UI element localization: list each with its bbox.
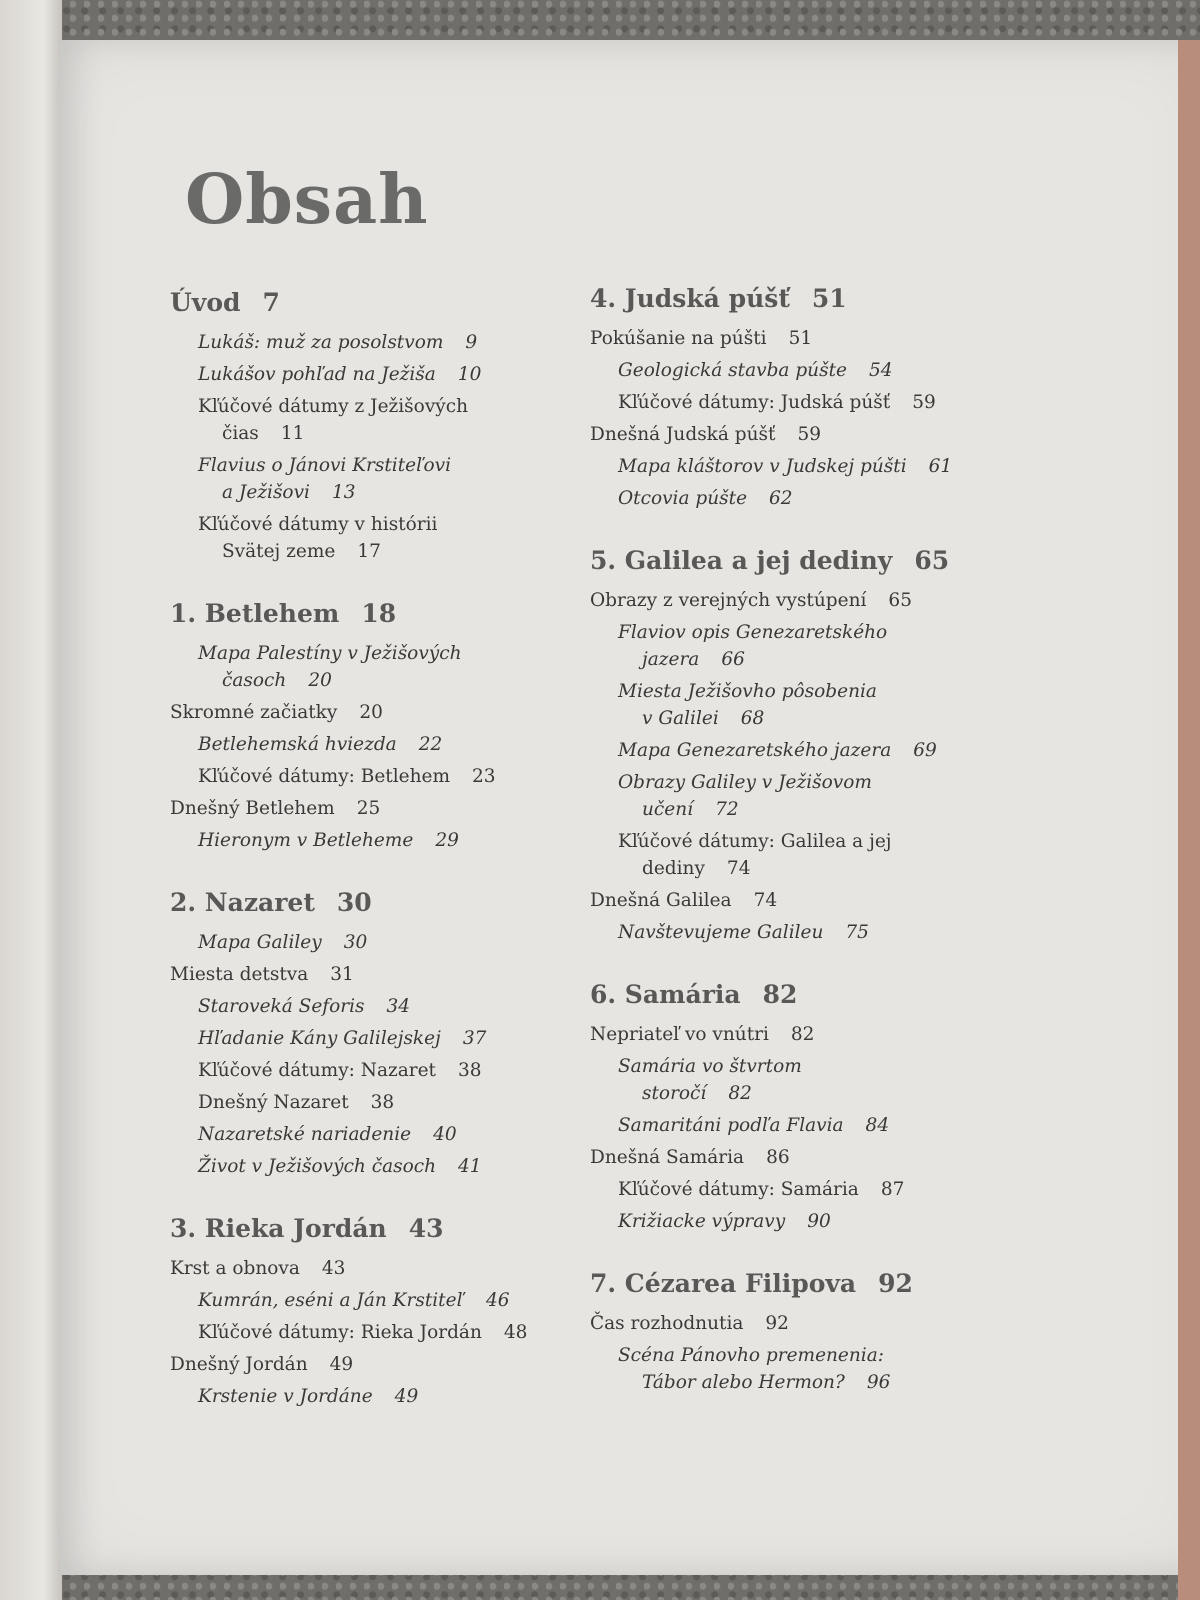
entry-text: Život v Ježišových časoch <box>198 1156 437 1177</box>
entry-text: Križiacke výpravy <box>618 1211 786 1232</box>
entry-text: Kľúčové dátumy: Galilea a jej <box>618 831 892 852</box>
toc-subentry <box>590 453 1010 480</box>
entry-text: Obrazy Galiley v Ježišovom <box>618 772 872 793</box>
entry-text: Nazaretské nariadenie <box>198 1124 412 1145</box>
chapter-page-number: 43 <box>408 1214 444 1243</box>
entry-page-number: 61 <box>928 456 953 477</box>
entry-page-number: 86 <box>766 1147 790 1168</box>
entry-text: Pokúšanie na púšti <box>590 328 767 349</box>
entry-text: časoch 20 <box>222 670 332 691</box>
toc-subentry <box>170 1287 570 1314</box>
toc-subentry <box>170 1319 570 1346</box>
chapter-page-number: 51 <box>811 284 847 313</box>
chapter-title: Úvod <box>170 288 241 317</box>
entry-text: čias 11 <box>222 423 305 444</box>
chapter-title: 3. Rieka Jordán <box>170 1214 387 1243</box>
toc-subentry <box>170 827 570 854</box>
entry-text: v Galilei 68 <box>642 708 765 729</box>
entry-text: Staroveká Seforis <box>198 996 365 1017</box>
entry-text: Dnešný Jordán <box>170 1354 308 1375</box>
entry-text: Čas rozhodnutia <box>590 1313 744 1334</box>
toc-subentry <box>170 329 570 356</box>
chapter-title: 2. Nazaret <box>170 888 315 917</box>
entry-text: Krstenie v Jordáne <box>198 1386 373 1407</box>
toc-subentry <box>170 1121 570 1148</box>
toc-subentry <box>170 1025 570 1052</box>
toc-chapter-heading <box>170 1214 570 1243</box>
entry-text: Kľúčové dátumy: Rieka Jordán <box>198 1322 482 1343</box>
entry-text: Geologická stavba púšte <box>618 360 847 381</box>
book-cover-edge <box>1178 40 1200 1600</box>
entry-text: Flavius o Jánovi Krstiteľovi <box>198 455 452 476</box>
toc-section-entry <box>170 1255 570 1282</box>
toc-section-entry <box>170 699 570 726</box>
entry-text: Mapa Galiley <box>198 932 322 953</box>
entry-text: Dnešný Nazaret <box>198 1092 349 1113</box>
entry-page-number: 29 <box>435 830 459 851</box>
entry-page-number: 82 <box>728 1083 752 1104</box>
entry-text: Svätej zeme 17 <box>222 541 381 562</box>
chapter-page-number: 65 <box>914 546 950 575</box>
entry-page-number: 49 <box>394 1386 419 1407</box>
entry-page-number: 37 <box>462 1028 487 1049</box>
toc-subentry <box>170 1153 570 1180</box>
entry-text: storočí 82 <box>642 1083 752 1104</box>
toc-chapter-heading <box>590 546 1010 575</box>
entry-text: Dnešná Galilea <box>590 890 732 911</box>
entry-text: Mapa Palestíny v Ježišových <box>198 643 462 664</box>
toc-subentry <box>590 619 1010 673</box>
entry-page-number: 59 <box>797 424 822 445</box>
entry-text: Kľúčové dátumy: Samária <box>618 1179 859 1200</box>
entry-text: Kumrán, eséni a Ján Krstiteľ <box>198 1290 464 1311</box>
toc-subentry <box>170 511 570 565</box>
entry-page-number: 87 <box>880 1179 905 1200</box>
entry-page-number: 9 <box>465 332 478 353</box>
entry-page-number: 74 <box>726 858 751 879</box>
toc-chapter-heading <box>590 1269 1010 1298</box>
entry-page-number: 74 <box>753 890 778 911</box>
chapter-page-number: 92 <box>878 1269 913 1298</box>
entry-text: Miesta detstva <box>170 964 309 985</box>
chapter-page-number: 82 <box>762 980 798 1009</box>
entry-text: Mapa Genezaretského jazera <box>618 740 892 761</box>
entry-text: Mapa kláštorov v Judskej púšti <box>618 456 907 477</box>
toc-chapter-heading <box>590 284 1010 313</box>
toc-subentry <box>170 361 570 388</box>
entry-page-number: 84 <box>865 1115 890 1136</box>
toc-subentry <box>590 1342 1010 1396</box>
toc-section-entry <box>590 325 1010 352</box>
entry-page-number: 69 <box>913 740 937 761</box>
entry-page-number: 31 <box>330 964 354 985</box>
left-page-edge <box>0 0 62 1600</box>
chapter-page-number: 30 <box>336 888 372 917</box>
entry-page-number: 49 <box>329 1354 354 1375</box>
toc-section-entry <box>590 1021 1010 1048</box>
toc-subentry <box>170 1383 570 1410</box>
entry-page-number: 72 <box>715 799 739 820</box>
toc-right-column <box>590 284 1010 1401</box>
entry-text: Hieronym v Betleheme <box>198 830 414 851</box>
entry-text: Dnešná Samária <box>590 1147 745 1168</box>
entry-page-number: 11 <box>280 423 305 444</box>
toc-section-entry <box>590 1310 1010 1337</box>
entry-text: Samária vo štvrtom <box>618 1056 802 1077</box>
toc-chapter-heading <box>590 980 1010 1009</box>
entry-page-number: 92 <box>765 1313 789 1334</box>
entry-text: učení 72 <box>642 799 739 820</box>
entry-page-number: 48 <box>503 1322 528 1343</box>
entry-page-number: 54 <box>868 360 893 381</box>
entry-text: a Ježišovi 13 <box>222 482 356 503</box>
entry-page-number: 90 <box>807 1211 831 1232</box>
entry-page-number: 23 <box>472 766 496 787</box>
entry-text: Flaviov opis Genezaretského <box>618 622 888 643</box>
chapter-title: 1. Betlehem <box>170 599 340 628</box>
entry-page-number: 34 <box>386 996 411 1017</box>
entry-text: Lukášov pohľad na Ježiša <box>198 364 436 385</box>
toc-subentry <box>170 640 570 694</box>
entry-page-number: 40 <box>433 1124 457 1145</box>
toc-subentry <box>590 1053 1010 1107</box>
toc-chapter-heading <box>170 888 570 917</box>
entry-text: Skromné začiatky <box>170 702 338 723</box>
entry-page-number: 22 <box>418 734 443 755</box>
entry-text: Scéna Pánovho premenenia: <box>618 1345 884 1366</box>
entry-text: Kľúčové dátumy: Nazaret <box>198 1060 436 1081</box>
toc-subentry <box>590 485 1010 512</box>
entry-page-number: 20 <box>308 670 332 691</box>
chapter-page-number: 18 <box>361 599 397 628</box>
toc-subentry <box>590 1112 1010 1139</box>
chapter-title: 4. Judská púšť <box>590 284 790 313</box>
entry-page-number: 10 <box>457 364 482 385</box>
toc-subentry <box>590 919 1010 946</box>
toc-subentry <box>590 769 1010 823</box>
entry-text: Kľúčové dátumy: Judská púšť <box>618 392 891 413</box>
entry-text: Betlehemská hviezda <box>198 734 397 755</box>
entry-text: Navštevujeme Galileu <box>618 922 824 943</box>
entry-page-number: 25 <box>356 798 381 819</box>
toc-subentry <box>170 929 570 956</box>
entry-text: Samaritáni podľa Flavia <box>618 1115 844 1136</box>
toc-chapter-heading <box>170 288 570 317</box>
entry-page-number: 59 <box>912 392 936 413</box>
chapter-title: 6. Samária <box>590 980 741 1009</box>
page-title: Obsah <box>185 160 429 240</box>
entry-text: Hľadanie Kány Galilejskej <box>198 1028 441 1049</box>
entry-text: Obrazy z verejných vystúpení <box>590 590 867 611</box>
entry-text: Krst a obnova <box>170 1258 300 1279</box>
toc-subentry <box>170 393 570 447</box>
entry-text: Lukáš: muž za posolstvom <box>198 332 444 353</box>
toc-subentry <box>590 1176 1010 1203</box>
entry-page-number: 38 <box>457 1060 482 1081</box>
entry-page-number: 75 <box>845 922 869 943</box>
entry-text: jazera 66 <box>642 649 745 670</box>
toc-section-entry <box>170 795 570 822</box>
toc-section-entry <box>170 1351 570 1378</box>
entry-text: Dnešná Judská púšť <box>590 424 776 445</box>
entry-text: Kľúčové dátumy z Ježišových <box>198 396 468 417</box>
toc-subentry <box>170 993 570 1020</box>
chapter-title: 7. Cézarea Filipova <box>590 1269 857 1298</box>
entry-text: Miesta Ježišovho pôsobenia <box>618 681 877 702</box>
toc-subentry <box>590 389 1010 416</box>
toc-subentry <box>590 1208 1010 1235</box>
entry-page-number: 43 <box>321 1258 346 1279</box>
toc-subentry <box>170 1089 570 1116</box>
entry-page-number: 41 <box>458 1156 482 1177</box>
entry-page-number: 68 <box>740 708 765 729</box>
entry-page-number: 96 <box>866 1372 891 1393</box>
toc-chapter-heading <box>170 599 570 628</box>
toc-subentry <box>170 1057 570 1084</box>
entry-page-number: 38 <box>370 1092 395 1113</box>
toc-left-column <box>170 288 570 1415</box>
entry-text: dediny 74 <box>642 858 751 879</box>
toc-section-entry <box>590 421 1010 448</box>
toc-subentry <box>170 452 570 506</box>
toc-section-entry <box>590 587 1010 614</box>
entry-text: Nepriateľ vo vnútri <box>590 1024 769 1045</box>
entry-page-number: 13 <box>331 482 356 503</box>
entry-page-number: 20 <box>359 702 383 723</box>
entry-page-number: 65 <box>888 590 912 611</box>
entry-text: Tábor alebo Hermon? 96 <box>642 1372 891 1393</box>
toc-subentry <box>590 737 1010 764</box>
entry-page-number: 82 <box>790 1024 815 1045</box>
toc-subentry <box>590 828 1010 882</box>
entry-page-number: 66 <box>721 649 745 670</box>
toc-section-entry <box>170 961 570 988</box>
toc-subentry <box>170 763 570 790</box>
entry-text: Otcovia púšte <box>618 488 748 509</box>
entry-page-number: 30 <box>343 932 368 953</box>
entry-page-number: 17 <box>357 541 381 562</box>
toc-section-entry <box>590 887 1010 914</box>
entry-text: Kľúčové dátumy v histórii <box>198 514 438 535</box>
entry-page-number: 51 <box>788 328 813 349</box>
toc-subentry <box>590 357 1010 384</box>
entry-text: Kľúčové dátumy: Betlehem <box>198 766 451 787</box>
chapter-title: 5. Galilea a jej dediny <box>590 546 893 575</box>
entry-page-number: 62 <box>769 488 793 509</box>
toc-subentry <box>590 678 1010 732</box>
toc-subentry <box>170 731 570 758</box>
entry-text: Dnešný Betlehem <box>170 798 335 819</box>
chapter-page-number: 7 <box>262 288 280 317</box>
toc-section-entry <box>590 1144 1010 1171</box>
entry-page-number: 46 <box>485 1290 510 1311</box>
